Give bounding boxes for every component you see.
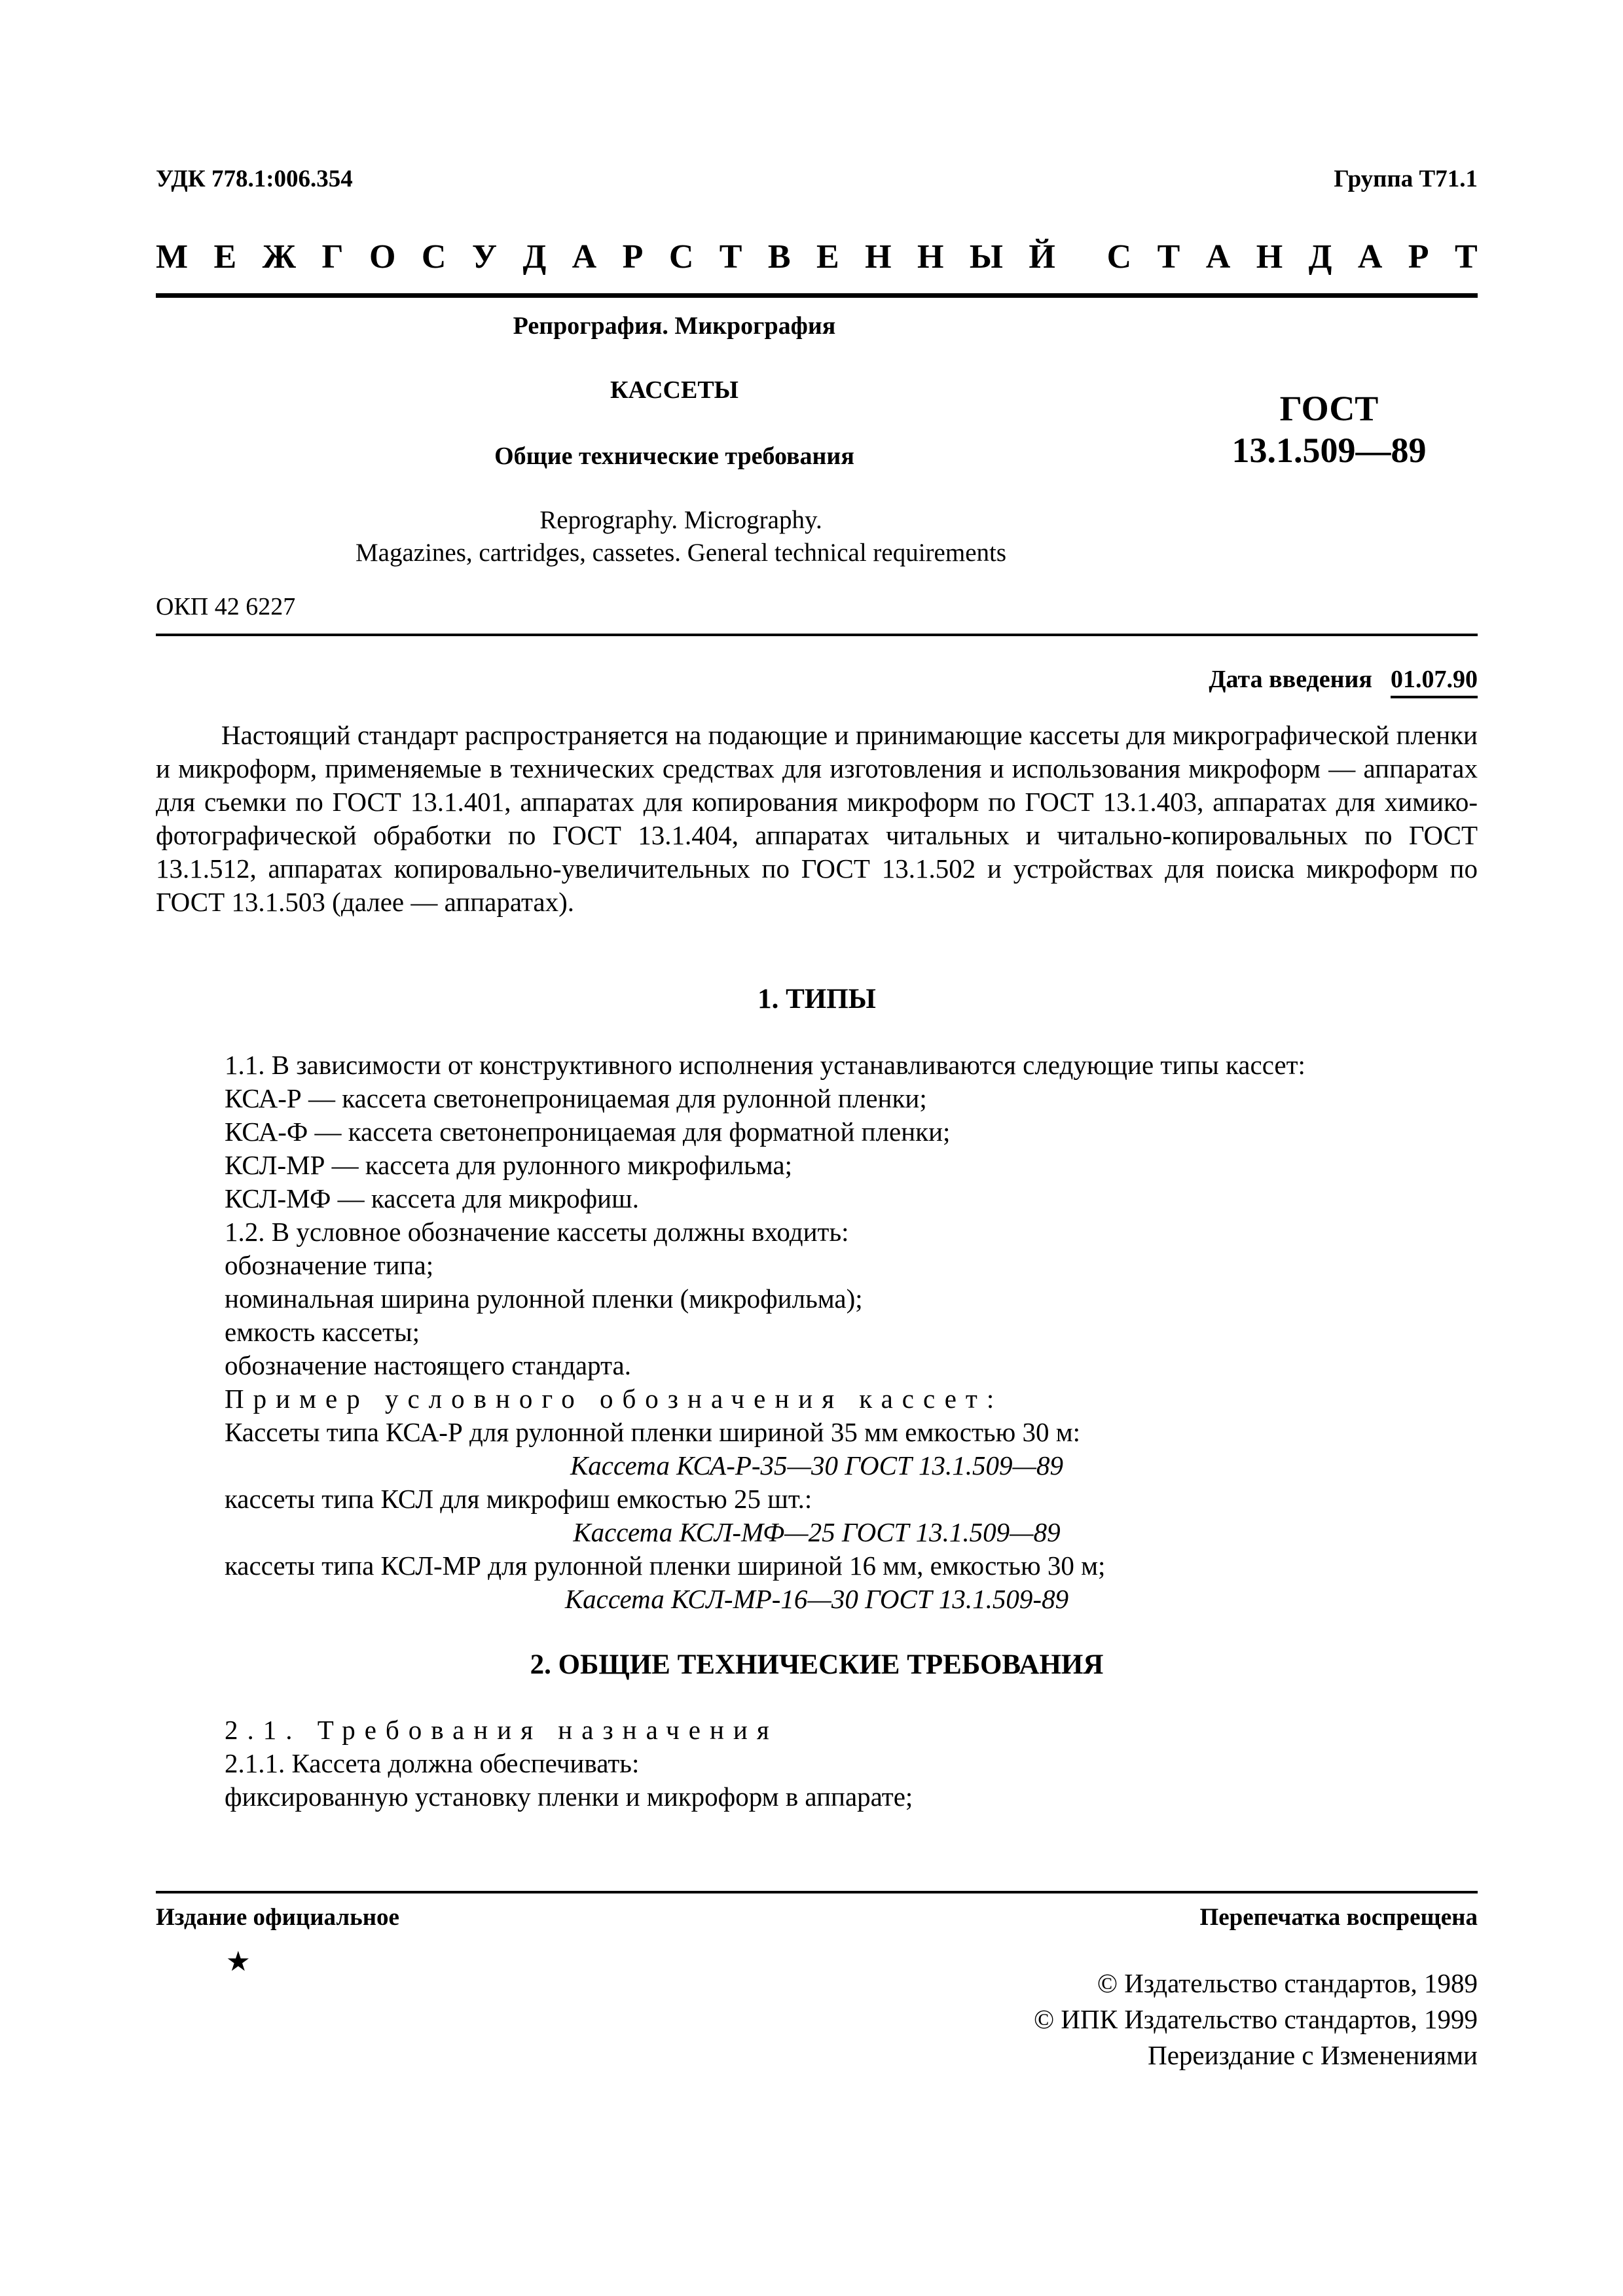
copyright-line: © ИПК Издательство стандартов, 1999 bbox=[1033, 2004, 1478, 2034]
section-1-title: 1. ТИПЫ bbox=[757, 984, 876, 1014]
title-letter: Д bbox=[522, 238, 547, 276]
title-letter: Н bbox=[917, 238, 944, 276]
example-designation: Кассета КСА-Р-35—30 ГОСТ 13.1.509—89 bbox=[570, 1450, 1064, 1480]
okp-rule bbox=[156, 634, 1478, 636]
sub-heading: 2.1. Требования назначения bbox=[225, 1715, 778, 1745]
title-letter: Р bbox=[622, 238, 644, 276]
title-letter: Р bbox=[1408, 238, 1429, 276]
title-letter: А bbox=[1205, 238, 1231, 276]
date-value: 01.07.90 bbox=[1391, 666, 1478, 698]
text-line: 1.2. В условное обозначение кассеты должны входить: bbox=[225, 1217, 849, 1247]
title-letter: А bbox=[1357, 238, 1383, 276]
gost-number: 13.1.509—89 bbox=[1231, 431, 1427, 470]
star-icon: ★ bbox=[226, 1947, 251, 1977]
reissue-note: Переиздание с Изменениями bbox=[1148, 2040, 1478, 2070]
title-letter: С bbox=[668, 238, 694, 276]
standard-subtitle: Общие технические требования bbox=[494, 442, 854, 470]
header-rule bbox=[156, 293, 1478, 298]
footer-rule bbox=[156, 1891, 1478, 1893]
title-letter: С bbox=[421, 238, 447, 276]
english-title-line: Reprography. Micrography. bbox=[539, 506, 822, 534]
text-line: обозначение типа; bbox=[225, 1250, 434, 1280]
section-1-body bbox=[225, 1049, 1478, 1616]
title-letter: Ж bbox=[262, 238, 297, 276]
udk-code: УДК 778.1:006.354 bbox=[156, 166, 353, 192]
title-letter: О bbox=[369, 238, 396, 276]
title-letter: Е bbox=[213, 238, 237, 276]
copyright-block bbox=[1034, 1965, 1478, 2073]
title-letter: В bbox=[767, 238, 791, 276]
okp-code: ОКП 42 6227 bbox=[156, 593, 296, 620]
english-title bbox=[223, 504, 1139, 569]
example-text: Кассеты типа КСА-Р для рулонной пленки шириной 35 мм емкостью 30 м: bbox=[225, 1417, 1081, 1447]
text-line: КСА-Р — кассета светонепроницаемая для рулонной пленки; bbox=[225, 1083, 927, 1113]
title-letter: Е bbox=[816, 238, 839, 276]
title-letter: У bbox=[471, 238, 498, 276]
title-letter: Д bbox=[1308, 238, 1332, 276]
intro-paragraph: Настоящий стандарт распространяется на подающие и принимающие кассеты для микрографической пленки и микроформ, применяемые в технических средствах для изготовления и использования микроформ — аппаратах для съемки по ГОСТ 13.1.401, аппаратах для копирования микроформ по ГОСТ 13.1.403, аппаратах для химико-фотографической обработки по ГОСТ 13.1.404, аппаратах читальных и читально-копировальных по ГОСТ 13.1.512, аппаратах копировально-увеличительных по ГОСТ 13.1.502 и устройствах для поиска микроформ по ГОСТ 13.1.503 (далее — аппаратах). bbox=[156, 720, 1478, 917]
title-letter: Й bbox=[1029, 238, 1055, 276]
title-letter: Н bbox=[865, 238, 892, 276]
title-letter: Т bbox=[719, 238, 742, 276]
document-type-title bbox=[156, 238, 1478, 277]
example-designation: Кассета КСЛ-МР-16—30 ГОСТ 13.1.509-89 bbox=[564, 1584, 1069, 1614]
title-letter: Г bbox=[321, 238, 344, 276]
title-letter: Т bbox=[1454, 238, 1478, 276]
standard-subject: Репрография. Микрография bbox=[513, 312, 836, 340]
text-line: номинальная ширина рулонной пленки (микрофильма); bbox=[225, 1283, 863, 1314]
title-letter: С bbox=[1106, 238, 1132, 276]
section-2-title: 2. ОБЩИЕ ТЕХНИЧЕСКИЕ ТРЕБОВАНИЯ bbox=[530, 1649, 1104, 1680]
gost-label: ГОСТ bbox=[1279, 389, 1379, 428]
reprint-prohibited: Перепечатка воспрещена bbox=[1199, 1904, 1478, 1931]
date-label: Дата введения bbox=[1209, 666, 1372, 693]
text-line: КСЛ-МР — кассета для рулонного микрофильма; bbox=[225, 1150, 793, 1180]
english-title-line: Magazines, cartridges, cassetes. General technical requirements bbox=[355, 539, 1007, 567]
text-line: емкость кассеты; bbox=[225, 1317, 420, 1347]
text-line: фиксированную установку пленки и микроформ в аппарате; bbox=[225, 1782, 913, 1812]
standard-name: КАССЕТЫ bbox=[610, 376, 739, 404]
example-designation: Кассета КСЛ-МФ—25 ГОСТ 13.1.509—89 bbox=[573, 1517, 1061, 1547]
text-line: 2.1.1. Кассета должна обеспечивать: bbox=[225, 1748, 640, 1778]
example-text: кассеты типа КСЛ-МР для рулонной пленки шириной 16 мм, емкостью 30 м; bbox=[225, 1551, 1106, 1581]
section-2-body bbox=[225, 1713, 1478, 1814]
text-line: 1.1. В зависимости от конструктивного исполнения устанавливаются следующие типы кассет: bbox=[225, 1050, 1305, 1080]
official-edition: Издание официальное bbox=[156, 1904, 399, 1931]
example-heading: Пример условного обозначения кассет: bbox=[225, 1384, 1004, 1414]
text-line: КСА-Ф — кассета светонепроницаемая для форматной пленки; bbox=[225, 1117, 951, 1147]
text-line: обозначение настоящего стандарта. bbox=[225, 1350, 631, 1380]
copyright-line: © Издательство стандартов, 1989 bbox=[1097, 1968, 1478, 1998]
example-text: кассеты типа КСЛ для микрофиш емкостью 25 шт.: bbox=[225, 1484, 812, 1514]
introduction-date bbox=[1209, 665, 1478, 694]
title-letter: Т bbox=[1157, 238, 1180, 276]
group-code: Группа Т71.1 bbox=[1334, 166, 1478, 192]
text-line: КСЛ-МФ — кассета для микрофиш. bbox=[225, 1183, 639, 1213]
title-letter: А bbox=[572, 238, 597, 276]
title-letter: М bbox=[156, 238, 189, 276]
title-letter: Ы bbox=[969, 238, 1003, 276]
title-letter: Н bbox=[1256, 238, 1283, 276]
gost-designation bbox=[1211, 387, 1447, 471]
